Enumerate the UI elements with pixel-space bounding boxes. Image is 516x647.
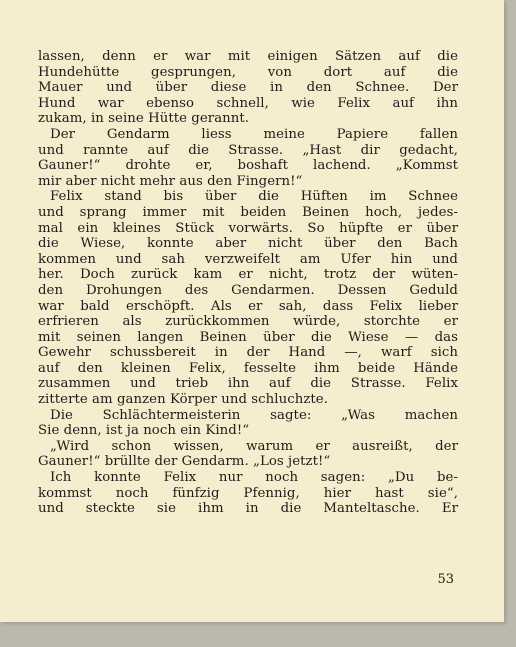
text-line: zitterte am ganzen Körper und schluchzte. [38, 392, 328, 408]
page-number: 53 [437, 572, 454, 587]
text-line: zukam, in seine Hütte gerannt. [38, 111, 250, 127]
text-line: mir aber nicht mehr aus den Fingern!“ [38, 173, 303, 189]
text-line: Gauner!“ drohte er, boshaft lachend. „Kommst [38, 158, 458, 174]
text-line: kommen und sah verzweifelt am Ufer hin und [38, 251, 458, 267]
text-line: auf den kleinen Felix, fesselte ihm beide Hände [38, 360, 458, 376]
text-line: mit seinen langen Beinen über die Wiese — das [38, 329, 458, 345]
text-line: zusammen und trieb ihn auf die Strasse. Felix [38, 376, 458, 392]
text-line: Gewehr schussbereit in der Hand —, warf sich [38, 345, 458, 361]
text-line: Mauer und über diese in den Schnee. Der [38, 80, 458, 96]
text-line: Hund war ebenso schnell, wie Felix auf ihn [38, 95, 458, 111]
text-line: Gauner!“ brüllte der Gendarm. „Los jetzt!“ [38, 454, 331, 470]
text-line: mal ein kleines Stück vorwärts. So hüpfte er über [38, 220, 458, 236]
text-line: Sie denn, ist ja noch ein Kind!“ [38, 423, 250, 439]
text-line: kommst noch fünfzig Pfennig, hier hast sie“, [38, 485, 458, 501]
text-line: lassen, denn er war mit einigen Sätzen auf die [38, 49, 458, 64]
text-line: her. Doch zurück kam er nicht, trotz der wüten- [38, 267, 458, 283]
text-line: und steckte sie ihm in die Manteltasche. Er [38, 501, 458, 517]
text-line: war bald erschöpft. Als er sah, dass Felix lieber [38, 298, 458, 314]
text-line: „Wird schon wissen, warum er ausreißt, der [50, 438, 458, 454]
text-line: die Wiese, konnte aber nicht über den Bach [38, 236, 458, 252]
text-line: Hundehütte gesprungen, von dort auf die [38, 64, 458, 80]
text-line: erfrieren als zurückkommen würde, storchte er [38, 314, 458, 330]
text-line: Der Gendarm liess meine Papiere fallen [50, 126, 458, 142]
text-line: und sprang immer mit beiden Beinen hoch, jedes- [38, 204, 458, 220]
text-line: und rannte auf die Strasse. „Hast dir gedacht, [38, 142, 458, 158]
text-line: Felix stand bis über die Hüften im Schnee [50, 189, 458, 205]
text-line: Die Schlächtermeisterin sagte: „Was machen [50, 407, 458, 423]
text-line: den Drohungen des Gendarmen. Dessen Geduld [38, 282, 458, 298]
body-text [38, 49, 458, 517]
text-line: Ich konnte Felix nur noch sagen: „Du be- [50, 470, 458, 486]
